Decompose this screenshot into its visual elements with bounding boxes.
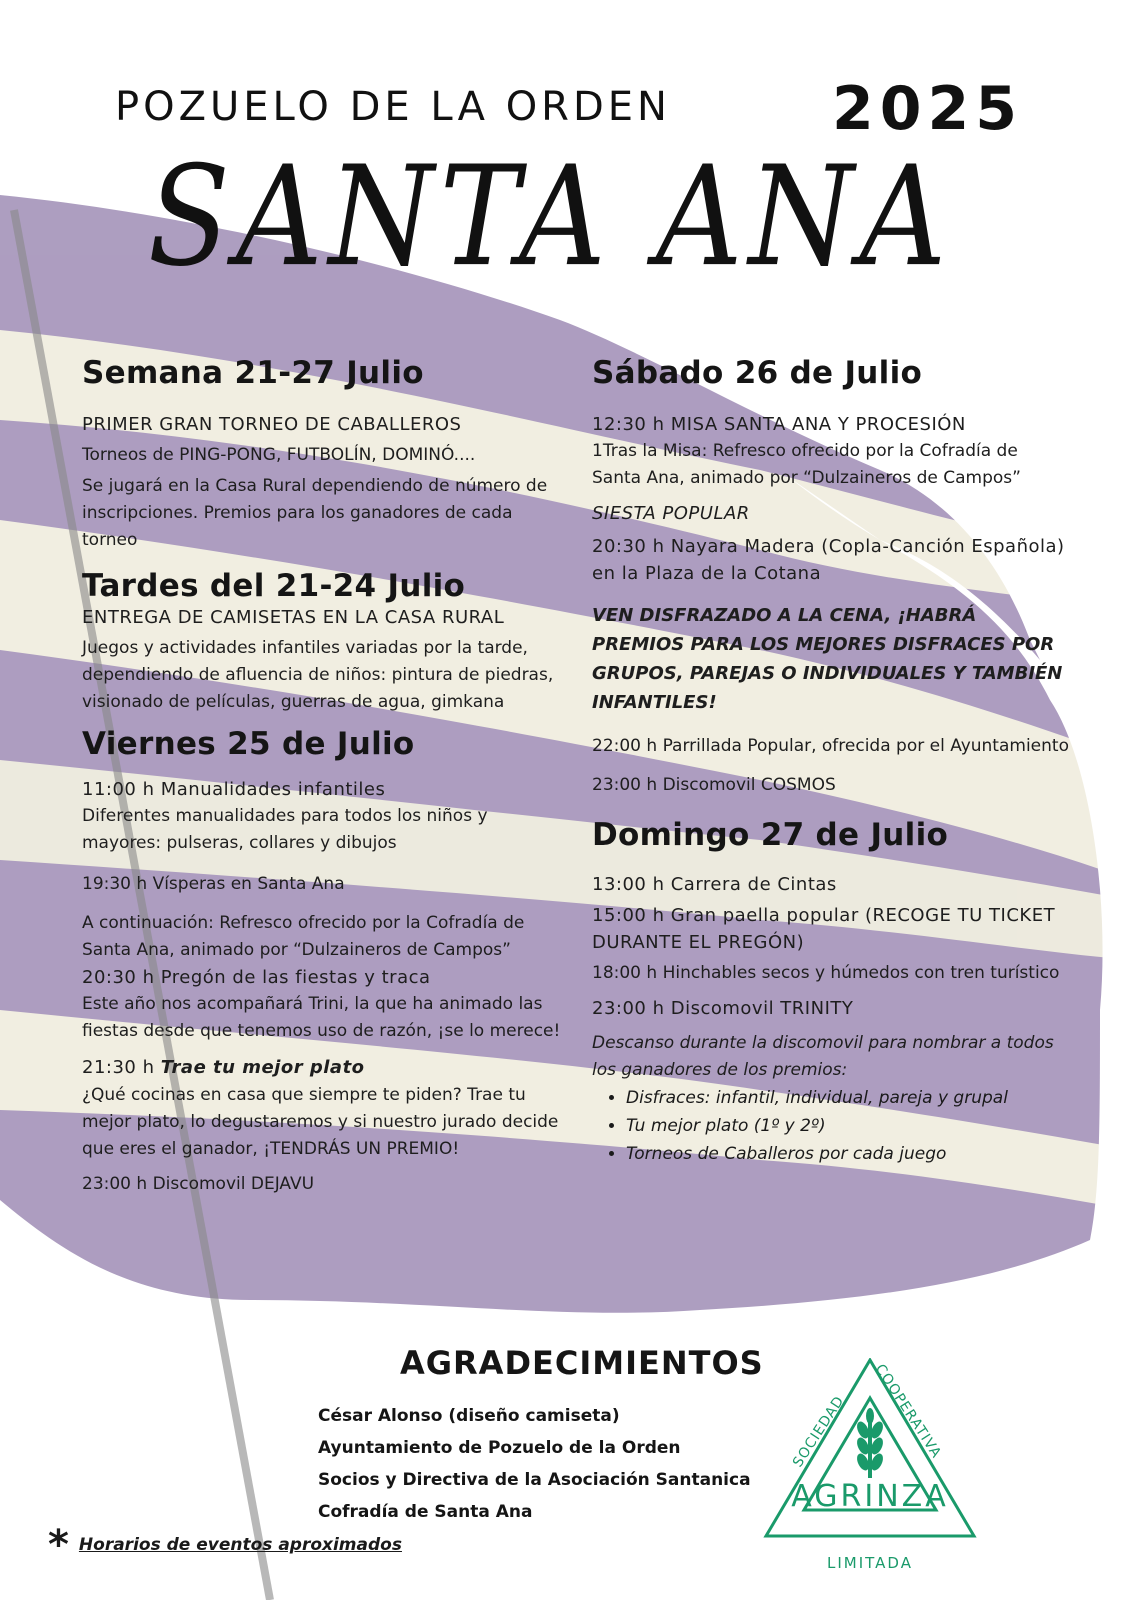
- schedule-note-text: Horarios de eventos aproximados: [78, 1535, 402, 1555]
- tournament-games: Torneos de PING-PONG, FUTBOLÍN, DOMINÓ....: [82, 445, 476, 465]
- saturday-event-1: 12:30 h MISA SANTA ANA Y PROCESIÓN: [592, 414, 966, 435]
- award-item: • Disfraces: infantil, individual, pareja y grupal: [626, 1084, 1072, 1112]
- afternoons-heading: Tardes del 21-24 Julio: [82, 568, 466, 604]
- svg-text:SOCIEDAD: [790, 1393, 848, 1470]
- tshirts-line: ENTREGA DE CAMISETAS EN LA CASA RURAL: [82, 607, 505, 628]
- friday-event-2: 19:30 h Vísperas en Santa Ana: [82, 874, 345, 894]
- friday-event-3: 20:30 h Pregón de las fiestas y traca: [82, 967, 431, 988]
- friday-event-2-desc: A continuación: Refresco ofrecido por la Cofradía de Santa Ana, animado por “Dulzaineros de Campos”: [82, 913, 525, 960]
- logo-name: AGRINZA: [791, 1479, 949, 1514]
- logo-top-right: COOPERATIVA: [871, 1361, 945, 1462]
- friday-event-1: 11:00 h Manualidades infantiles: [82, 779, 386, 800]
- event-year: 2025: [832, 74, 1023, 144]
- week-heading: Semana 21-27 Julio: [82, 355, 424, 391]
- sunday-event-1: 13:00 h Carrera de Cintas: [592, 874, 837, 895]
- awards-intro: Descanso durante la discomovil para nombrar a todos los ganadores de los premios:: [592, 1033, 1054, 1080]
- saturday-event-1-desc: 1Tras la Misa: Refresco ofrecido por la Cofradía de Santa Ana, animado por “Dulzaineros de Campos”: [592, 441, 1021, 488]
- sunday-event-2: 15:00 h Gran paella popular (RECOGE TU TICKET DURANTE EL PREGÓN): [592, 905, 1056, 953]
- friday-event-4-desc: ¿Qué cocinas en casa que siempre te piden? Trae tu mejor plato, lo degustaremos y si nuestro jurado decide que eres el ganador, ¡TENDRÁS UN PREMIO!: [82, 1085, 559, 1159]
- thanks-heading: AGRADECIMIENTOS: [400, 1344, 764, 1382]
- tournament-desc: Se jugará en la Casa Rural dependiendo de número de inscripciones. Premios para los ganadores de cada torneo: [82, 476, 548, 550]
- thanks-list: [318, 1400, 768, 1528]
- sunday-event-3: 18:00 h Hinchables secos y húmedos con tren turístico: [592, 963, 1060, 983]
- friday-event-4: [82, 1053, 572, 1082]
- asterisk-icon: *: [48, 1522, 69, 1568]
- saturday-heading: Sábado 26 de Julio: [592, 355, 923, 391]
- logo-bottom: LIMITADA: [827, 1554, 913, 1572]
- page-title: SANTA ANA: [147, 137, 953, 298]
- award-item: • Torneos de Caballeros por cada juego: [626, 1140, 1072, 1168]
- thanks-item: César Alonso (diseño camiseta): [318, 1406, 620, 1426]
- friday-event-4-time: 21:30 h: [82, 1057, 155, 1078]
- logo-top-left: SOCIEDAD: [789, 1393, 848, 1471]
- sunday-event-4: 23:00 h Discomovil TRINITY: [592, 998, 854, 1019]
- awards-list: [592, 1084, 1072, 1168]
- thanks-item: Ayuntamiento de Pozuelo de la Orden: [318, 1438, 681, 1458]
- friday-event-1-desc: Diferentes manualidades para todos los niños y mayores: pulseras, collares y dibujos: [82, 806, 488, 853]
- saturday-event-3: 20:30 h Nayara Madera (Copla-Canción Española) en la Plaza de la Cotana: [592, 536, 1065, 584]
- friday-event-5: 23:00 h Discomovil DEJAVU: [82, 1174, 315, 1194]
- friday-event-4-title: Trae tu mejor plato: [160, 1057, 365, 1078]
- costume-announcement: VEN DISFRAZADO A LA CENA, ¡HABRÁ PREMIOS PARA LOS MEJORES DISFRACES POR GRUPOS, PAREJAS O INDIVIDUALES Y TAMBIÉN INFANTILES!: [592, 605, 1063, 713]
- schedule-note: [48, 1522, 402, 1568]
- town-name: POZUELO DE LA ORDEN: [115, 84, 671, 130]
- left-column: [82, 355, 572, 1198]
- right-column: [592, 355, 1072, 1168]
- agrinza-logo: [760, 1358, 980, 1588]
- tournament-title: PRIMER GRAN TORNEO DE CABALLEROS: [82, 414, 462, 435]
- kids-activities: Juegos y actividades infantiles variadas por la tarde, dependiendo de afluencia de niños: pintura de piedras, visionado de películas, guerras de agua, gimkana: [82, 638, 554, 712]
- sunday-heading: Domingo 27 de Julio: [592, 817, 949, 853]
- saturday-event-5: 23:00 h Discomovil COSMOS: [592, 775, 836, 795]
- svg-text:COOPERATIVA: [872, 1361, 945, 1461]
- award-item: • Tu mejor plato (1º y 2º): [626, 1112, 1072, 1140]
- thanks-item: Cofradía de Santa Ana: [318, 1502, 533, 1522]
- friday-heading: Viernes 25 de Julio: [82, 726, 415, 762]
- thanks-item: Socios y Directiva de la Asociación Santanica: [318, 1470, 751, 1490]
- saturday-event-4: 22:00 h Parrillada Popular, ofrecida por el Ayuntamiento: [592, 736, 1069, 756]
- friday-event-3-desc: Este año nos acompañará Trini, la que ha animado las fiestas desde que tenemos uso de razón, ¡se lo merece!: [82, 994, 561, 1041]
- saturday-event-2: SIESTA POPULAR: [592, 503, 750, 524]
